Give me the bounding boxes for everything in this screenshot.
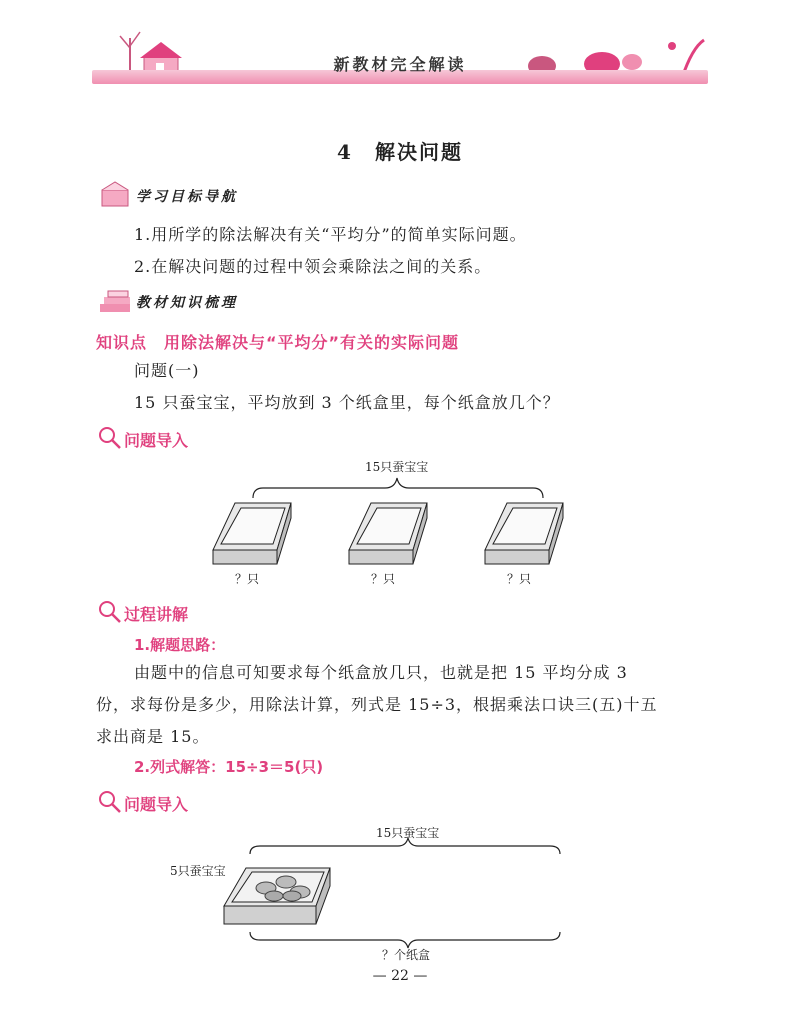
intro1-label: 问题导入 (124, 431, 189, 450)
figure2-total-label: 15只蚕宝宝 (376, 826, 440, 840)
step1-line-1: 由题中的信息可知要求每个纸盒放几只，也就是把 15 平均分成 3 (134, 663, 628, 682)
figure1-total-label: 15只蚕宝宝 (365, 460, 429, 474)
goals-banner: 学习目标导航 (136, 189, 238, 205)
goal-item-2: 2.在解决问题的过程中领会乘除法之间的关系。 (134, 257, 492, 276)
goals-icon (96, 180, 136, 210)
magnifier-icon (96, 598, 124, 630)
step1-line-2: 份，求每份是多少，用除法计算，列式是 15÷3，根据乘法口诀三(五)十五 (96, 695, 658, 714)
figure-one-box (170, 820, 590, 962)
knowledge-point-label: 知识点 用除法解决与“平均分”有关的实际问题 (96, 333, 460, 352)
box3-label: ？只 (507, 572, 532, 586)
page-header (92, 18, 708, 90)
books-icon (96, 288, 136, 316)
page-number: — 22 — (372, 968, 428, 984)
figure2-bottom-label: ？个纸盒 (382, 948, 431, 962)
box1-label: ？只 (235, 572, 260, 586)
knowledge-banner: 教材知识梳理 (136, 295, 238, 311)
step1-line-3: 求出商是 15。 (96, 727, 210, 746)
header-title: 新教材完全解读 (333, 55, 467, 74)
step1-title: 1.解题思路： (134, 636, 226, 654)
process-label: 过程讲解 (124, 605, 189, 624)
magnifier-icon (96, 424, 124, 456)
box2-label: ？只 (371, 572, 396, 586)
figure2-box-label: 5只蚕宝宝 (170, 864, 226, 878)
magnifier-icon (96, 788, 124, 820)
goal-item-1: 1.用所学的除法解决有关“平均分”的简单实际问题。 (134, 225, 527, 244)
question-title: 问题(一) (134, 361, 200, 380)
step2: 2.列式解答：15÷3＝5(只) (134, 758, 324, 776)
lesson-title: 4 解决问题 (337, 140, 463, 164)
figure-three-boxes (205, 458, 595, 590)
question-text: 15 只蚕宝宝，平均放到 3 个纸盒里，每个纸盒放几个？ (134, 393, 560, 412)
intro2-label: 问题导入 (124, 795, 189, 814)
